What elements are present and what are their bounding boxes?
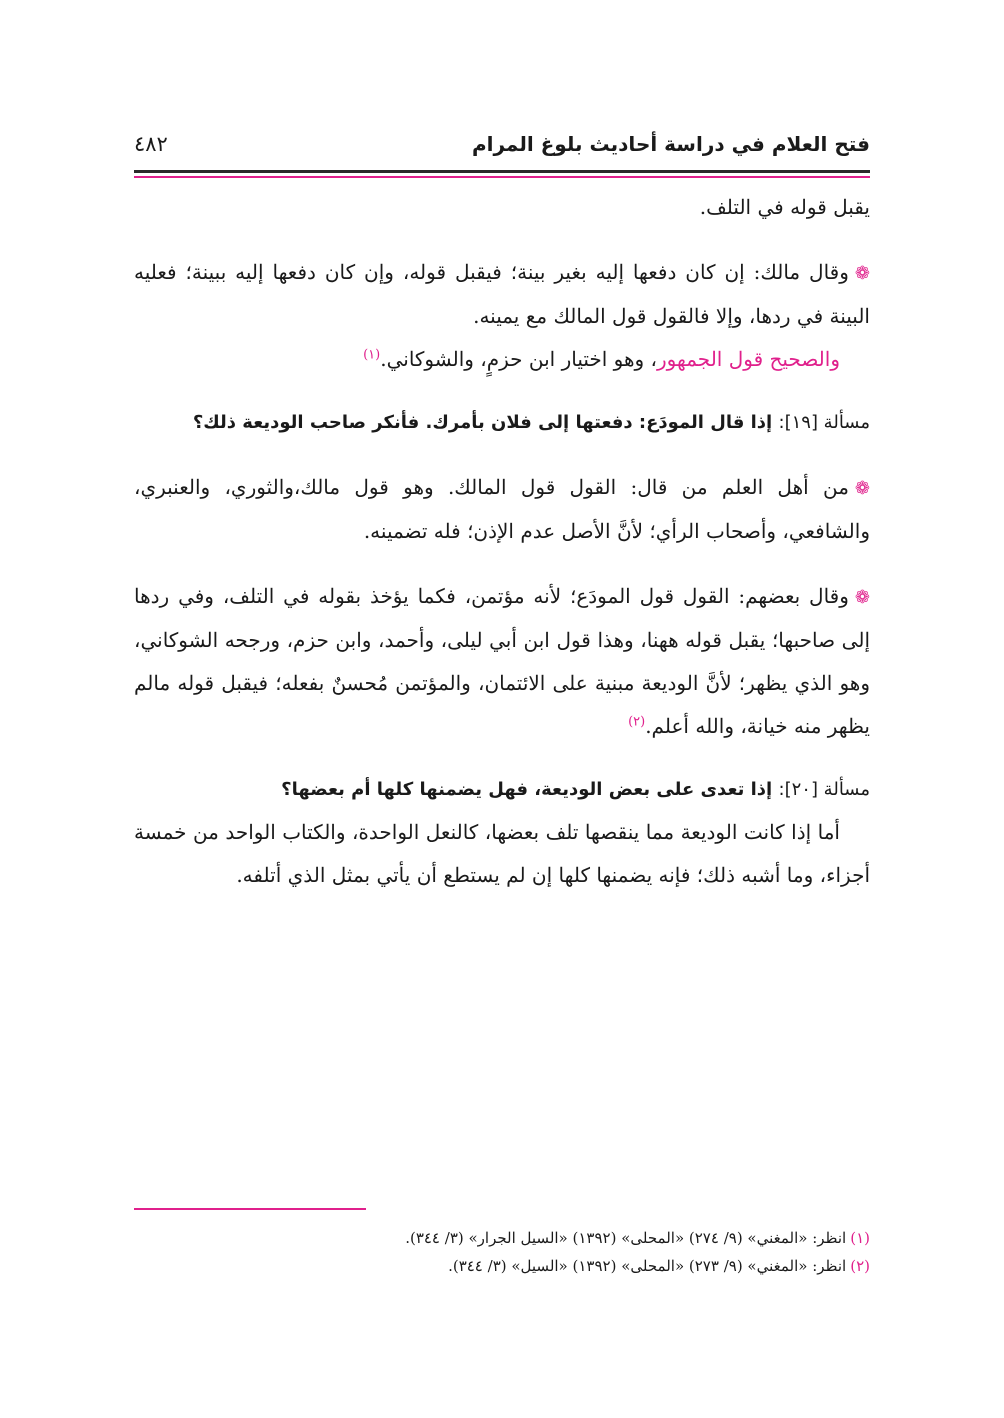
paragraph-malik <box>134 251 870 338</box>
running-title: فتح العلام في دراسة أحاديث بلوغ المرام <box>471 132 870 156</box>
question-20-text: إذا تعدى على بعض الوديعة، فهل يضمنها كلها أم بعضها؟ <box>281 779 773 800</box>
running-header <box>134 128 870 168</box>
question-19-text: إذا قال المودَع: دفعتها إلى فلان بأمرك. فأنكر صاحب الوديعة ذلك؟ <box>192 412 773 433</box>
footnote-1-marker: (١) <box>850 1229 870 1247</box>
paragraph-owner-opinion-text: من أهل العلم من قال: القول قول المالك. وهو قول مالك،والثوري، والعنبري، والشافعي، وأصحاب الرأي؛ لأنَّ الأصل عدم الإذن؛ فله تضمينه. <box>134 475 870 543</box>
preferred-opinion-lead: والصحيح قول الجمهور <box>657 347 840 371</box>
question-19-heading <box>134 401 870 444</box>
paragraph-owner-opinion <box>134 466 870 553</box>
preferred-opinion-text: ، وهو اختيار ابن حزمٍ، والشوكاني. <box>380 347 658 371</box>
flower-ornament-icon: ❁ <box>854 263 870 284</box>
footnote-2-text: انظر: «المغني» (٩/ ٢٧٣) «المحلى» (١٣٩٢) «السيل» (٣/ ٣٤٤). <box>448 1257 847 1275</box>
body-text <box>134 186 870 897</box>
paragraph-depositary-opinion-text: وقال بعضهم: القول قول المودَع؛ لأنه مؤتمن، فكما يؤخذ بقوله في التلف، وفي ردها إلى صاحبها؛ يقبل قوله ههنا، وهذا قول ابن أبي ليلى، وأحمد، وابن حزم، ورجحه الشوكاني، وهو الذي يظهر؛ لأنَّ الوديعة مبنية على الائتمان، والمؤتمن مُحسنٌ بفعله؛ فيقبل قوله مالم يظهر منه خيانة، والله أعلم. <box>134 584 870 738</box>
paragraph-partial-loss: أما إذا كانت الوديعة مما ينقصها تلف بعضها، كالنعل الواحدة، والكتاب الواحد من خمسة أجزاء، وما أشبه ذلك؛ فإنه يضمنها كلها إن لم يستطع أن يأتي بمثل الذي أتلفه. <box>134 820 870 887</box>
flower-ornament-icon: ❁ <box>854 478 870 499</box>
header-rule <box>134 170 870 173</box>
page-number: ٤٨٢ <box>134 132 168 156</box>
paragraph-malik-text: وقال مالك: إن كان دفعها إليه بغير بينة؛ فيقبل قوله، وإن كان دفعها إليه ببينة؛ فعليه البينة في ردها، وإلا فالقول قول المالك مع يمينه. <box>134 260 870 328</box>
paragraph-depositary-opinion <box>134 575 870 748</box>
footnote-1 <box>134 1224 870 1252</box>
footnote-ref-1[interactable]: (١) <box>363 347 381 363</box>
book-page <box>134 0 870 1418</box>
footnote-1-text: انظر: «المغني» (٩/ ٢٧٤) «المحلى» (١٣٩٢) «السيل الجرار» (٣/ ٣٤٤). <box>405 1229 847 1247</box>
footnote-2-marker: (٢) <box>850 1257 870 1275</box>
flower-ornament-icon: ❁ <box>854 587 870 608</box>
footnote-ref-2[interactable]: (٢) <box>628 714 646 730</box>
question-20-label: مسألة [٢٠]: <box>778 779 870 800</box>
question-19-label: مسألة [١٩]: <box>778 412 870 433</box>
header-accent-rule <box>134 176 870 178</box>
footnotes <box>134 1224 870 1280</box>
footnote-separator <box>134 1208 366 1210</box>
footnote-2 <box>134 1252 870 1280</box>
paragraph-preferred-opinion <box>134 338 870 381</box>
question-20-heading <box>134 768 870 811</box>
paragraph-continuation: يقبل قوله في التلف. <box>699 195 870 219</box>
